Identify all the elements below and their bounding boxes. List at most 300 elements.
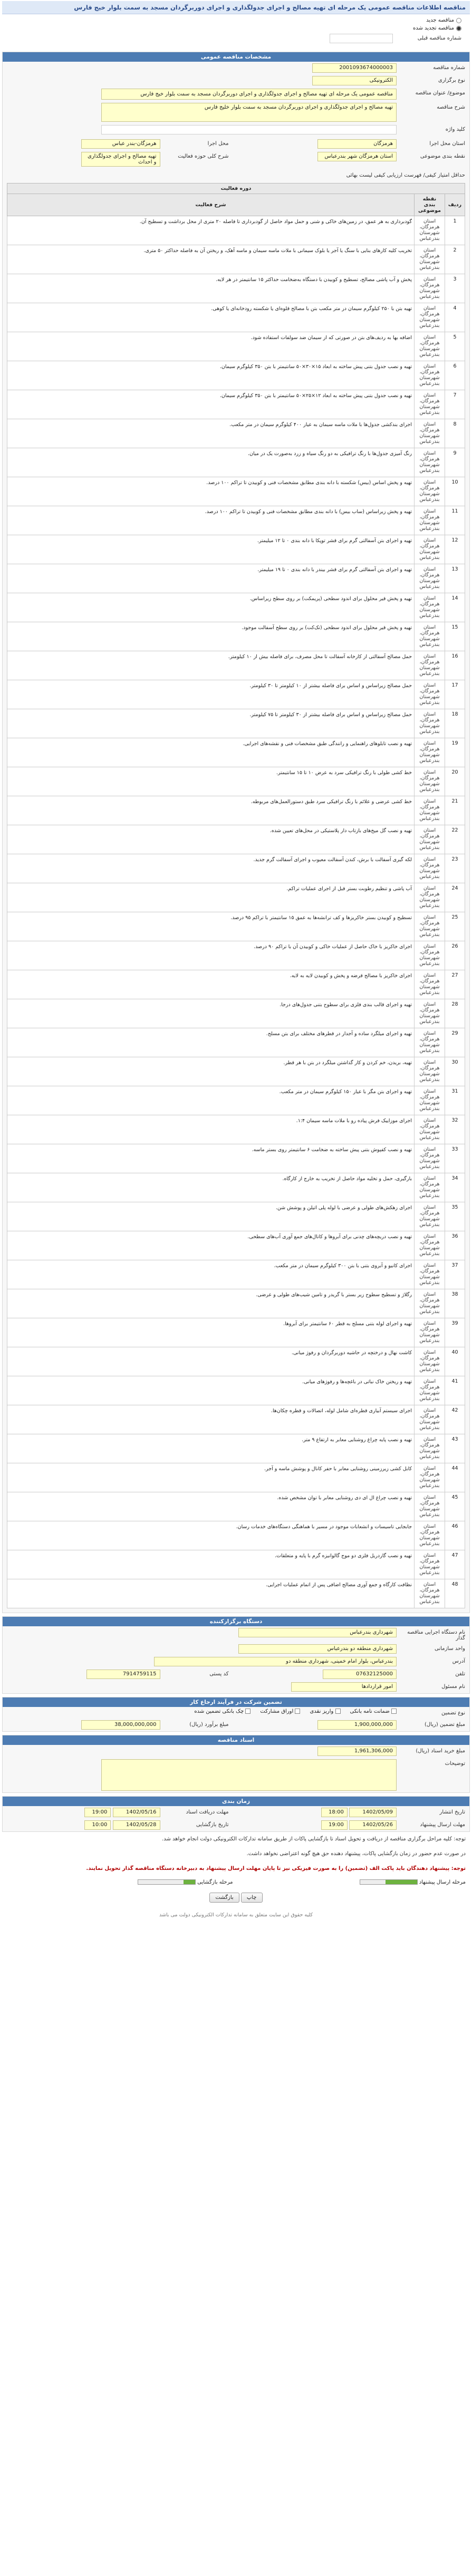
field-label: نام دستگاه اجرایی مناقصه گذار: [407, 1629, 465, 1641]
org-value[interactable]: شهرداری بندرعباس: [238, 1628, 397, 1637]
field-label: مهلت دریافت اسناد: [186, 1809, 229, 1815]
row-number: 30: [445, 1057, 465, 1086]
row-description: تسطیح و کوبیدن بستر خاکریزها و کف ترانشه‌ها به عمق ۱۵ سانتیمتر با تراکم ۹۵ درصد.: [7, 912, 415, 941]
row-number: 37: [445, 1260, 465, 1289]
subject-value[interactable]: مناقصه عمومی یک مرحله ای تهیه مصالح و اجرای جدولگذاری و اجرای دوربرگردان مسجد به سمت بلوار خیج فارس: [101, 89, 397, 100]
row-number: 48: [445, 1579, 465, 1608]
address-row: [3, 1655, 469, 1668]
items-table-title: دوره فعالیت: [7, 184, 465, 194]
open-date[interactable]: 1402/05/28: [113, 1820, 160, 1830]
row-description: رگلاژ و تسطیح سطوح زیر بستر با گریدر و تامین شیب‌های طولی و عرضی.: [7, 1289, 415, 1318]
row-description: تهیه و نصب گاردریل فلزی دو موج گالوانیزه گرم با پایه و متعلقات.: [7, 1550, 415, 1579]
page-title: مناقصه اطلاعات مناقصه عمومی یک مرحله ای تهیه مصالح و اجرای جدولگذاری و اجرای دوربرگردان مسجد به سمت بلوار خیج فارس: [2, 1, 470, 14]
row-location: استان هرمزگان، شهرستان بندرعباس: [415, 390, 445, 419]
row-location: استان هرمزگان، شهرستان بندرعباس: [415, 912, 445, 941]
row-number: 24: [445, 883, 465, 912]
field-label: شماره مناقصه: [433, 65, 465, 71]
field-label: نوع تضمین: [441, 1710, 465, 1716]
field-label: استان محل اجرا: [429, 141, 465, 147]
offer-end-row: [239, 1819, 470, 1831]
progress-bar: [360, 1879, 418, 1885]
row-number: 39: [445, 1318, 465, 1347]
row-number: 9: [445, 448, 465, 477]
guarantee-option-cash[interactable]: واریز نقدی: [310, 1709, 340, 1714]
row-location: استان هرمزگان، شهرستان بندرعباس: [415, 245, 445, 274]
row-location: استان هرمزگان، شهرستان بندرعباس: [415, 593, 445, 622]
row-description: تهیه و نصب پایه چراغ روشنایی معابر به ارتفاع ۹ متر.: [7, 1434, 415, 1463]
table-row: [7, 332, 465, 361]
row-description: کابل کشی زیرزمینی روشنایی معابر با حفر کانال و پوشش ماسه و آجر.: [7, 1463, 415, 1492]
row-description: تهیه و نصب دریچه‌های چدنی برای آبروها و کانال‌های جمع آوری آب‌های سطحی.: [7, 1231, 415, 1260]
radio-new-tender[interactable]: [6, 16, 466, 24]
table-row: [7, 709, 465, 738]
table-row: [7, 622, 465, 651]
row-number: 4: [445, 303, 465, 332]
contact-row: [3, 1681, 469, 1693]
row-location: استان هرمزگان، شهرستان بندرعباس: [415, 941, 445, 970]
row-location: استان هرمزگان، شهرستان بندرعباس: [415, 564, 445, 593]
row-number: 23: [445, 854, 465, 883]
table-row: [7, 564, 465, 593]
row-number: 6: [445, 361, 465, 390]
row-location: استان هرمزگان، شهرستان بندرعباس: [415, 1376, 445, 1405]
guarantee-amount-value[interactable]: 1,900,000,000: [317, 1720, 397, 1730]
table-row: [7, 1115, 465, 1144]
doc-desc-value[interactable]: [101, 1759, 397, 1791]
row-location: استان هرمزگان، شهرستان بندرعباس: [415, 477, 445, 506]
row-location: استان هرمزگان، شهرستان بندرعباس: [415, 1463, 445, 1492]
table-row: [7, 1144, 465, 1173]
doc-fee-value[interactable]: 1,961,306,000: [317, 1747, 397, 1756]
table-row: [7, 274, 465, 303]
table-row: [7, 1202, 465, 1231]
field-label: محل اجرا: [207, 141, 229, 147]
row-description: تهیه و اجرای بتن آسفالتی گرم برای قشر توپکا با دانه بندی ۰ تا ۱۲ میلیمتر.: [7, 535, 415, 564]
field-label: تلفن: [455, 1671, 465, 1677]
row-number: 1: [445, 216, 465, 245]
row-description: اضافه بها به ردیف‌های بتن در صورتی که از سیمان ضد سولفات استفاده شود.: [7, 332, 415, 361]
progress-fill: [184, 1880, 195, 1884]
table-row: [7, 651, 465, 680]
row-location: استان هرمزگان، شهرستان بندرعباس: [415, 1521, 445, 1550]
postal-row: [3, 1668, 233, 1681]
category-row: [3, 150, 469, 168]
row-number: 42: [445, 1405, 465, 1434]
documents-section: [2, 1735, 470, 1793]
table-row: [7, 1173, 465, 1202]
doc-end-date[interactable]: 1402/05/16: [113, 1808, 160, 1817]
back-button[interactable]: بازگشت: [209, 1893, 239, 1903]
col-header-num: ردیف: [445, 194, 465, 216]
row-location: استان هرمزگان، شهرستان بندرعباس: [415, 1057, 445, 1086]
table-row: [7, 999, 465, 1028]
row-description: اجرای بندکشی جدول‌ها با ملات ماسه سیمان به عیار ۴۰۰ کیلوگرم سیمان در متر مکعب.: [7, 419, 415, 448]
row-description: خط کشی طولی با رنگ ترافیکی سرد به عرض ۱۰ تا ۱۵ سانتیمتر.: [7, 767, 415, 796]
province-value[interactable]: هرمزگان: [317, 139, 397, 149]
offer-end-date[interactable]: 1402/05/26: [349, 1820, 397, 1830]
field-label: تاریخ انتشار: [439, 1809, 465, 1815]
row-location: استان هرمزگان، شهرستان بندرعباس: [415, 970, 445, 999]
province-row: [239, 138, 470, 150]
row-number: 34: [445, 1173, 465, 1202]
row-number: 2: [445, 245, 465, 274]
row-location: استان هرمزگان، شهرستان بندرعباس: [415, 1405, 445, 1434]
row-location: استان هرمزگان، شهرستان بندرعباس: [415, 535, 445, 564]
row-number: 14: [445, 593, 465, 622]
row-number: 46: [445, 1521, 465, 1550]
row-number: 25: [445, 912, 465, 941]
row-description: تهیه و اجرای قالب بندی فلزی برای سطوح بتنی جدول‌های درجا.: [7, 999, 415, 1028]
table-row: [7, 1057, 465, 1086]
guarantee-option-bank[interactable]: ضمانت نامه بانکی: [350, 1709, 397, 1714]
row-description: تخریب کلیه کارهای بنایی با سنگ یا آجر یا بلوک سیمانی با ملات ماسه سیمان و ماسه آهک، و ریختن آن به فاصله حداکثر ۵۰ متری.: [7, 245, 415, 274]
row-location: استان هرمزگان، شهرستان بندرعباس: [415, 1289, 445, 1318]
dates-section: [2, 1796, 470, 1832]
checkbox-icon[interactable]: [295, 1709, 300, 1714]
print-button[interactable]: چاپ: [241, 1893, 263, 1903]
row-description: نظافت کارگاه و جمع آوری مصالح اضافی پس از اتمام عملیات اجرایی.: [7, 1579, 415, 1608]
row-location: استان هرمزگان، شهرستان بندرعباس: [415, 1260, 445, 1289]
table-row: [7, 1492, 465, 1521]
row-description: جابجایی تاسیسات و انشعابات موجود در مسیر با هماهنگی دستگاه‌های خدمات رسان.: [7, 1521, 415, 1550]
items-table-body: [7, 216, 465, 1608]
previous-tender-number-label: شماره مناقصه قبلی: [417, 35, 461, 41]
row-description: تهیه و پخش اساس (بیس) شکسته با دانه بندی مطابق مشخصات فنی و کوبیدن تا تراکم ۱۰۰ درصد.: [7, 477, 415, 506]
row-description: تهیه و اجرای لوله بتنی مسلح به قطر ۶۰ سانتیمتر برای آبروها.: [7, 1318, 415, 1347]
row-number: 8: [445, 419, 465, 448]
field-label: مبلغ برآورد (ریال): [189, 1722, 229, 1728]
row-description: تهیه و پخش زیراساس (ساب بیس) با دانه بندی مطابق مشخصات فنی و کوبیدن تا تراکم ۱۰۰ درصد.: [7, 506, 415, 535]
row-description: اجرای کانیو و آبروی بتنی با بتن ۳۰۰ کیلوگرم سیمان در متر مکعب.: [7, 1260, 415, 1289]
row-number: 12: [445, 535, 465, 564]
place-value[interactable]: هرمزگان-بندر عباس: [81, 139, 160, 149]
note-2: در صورت عدم حضور در زمان بازگشایی پاکات، پیشنهاد دهنده حق هیچ گونه اعتراضی نخواهد داشت.: [246, 1851, 466, 1857]
row-number: 38: [445, 1289, 465, 1318]
row-description: تهیه بتن با ۲۵۰ کیلوگرم سیمان در متر مکعب بتن با مصالح قلوه‌ای یا شکسته رودخانه‌ای یا کوهی.: [7, 303, 415, 332]
row-description: تهیه و اجرای بتن مگر با عیار ۱۵۰ کیلوگرم سیمان در متر مکعب.: [7, 1086, 415, 1115]
phone-row: [239, 1668, 470, 1681]
row-location: استان هرمزگان، شهرستان بندرعباس: [415, 506, 445, 535]
row-number: 40: [445, 1347, 465, 1376]
row-description: اجرای سیستم آبیاری قطره‌ای شامل لوله، اتصالات و قطره چکان‌ها.: [7, 1405, 415, 1434]
table-row: [7, 361, 465, 390]
row-number: 47: [445, 1550, 465, 1579]
row-location: استان هرمزگان، شهرستان بندرعباس: [415, 1115, 445, 1144]
phone-value[interactable]: 07632125000: [323, 1670, 397, 1679]
table-row: [7, 1318, 465, 1347]
table-row: [7, 477, 465, 506]
row-description: تهیه و نصب تابلوهای راهنمایی و رانندگی طبق مشخصات فنی و نقشه‌های اجرایی.: [7, 738, 415, 767]
table-row: [7, 854, 465, 883]
row-description: تهیه و نصب کفپوش بتنی پیش ساخته به ضخامت ۶ سانتیمتر روی بستر ماسه.: [7, 1144, 415, 1173]
radio-label: مناقصه تجدید شده: [413, 25, 454, 31]
row-number: 22: [445, 825, 465, 854]
guarantee-type-row: [3, 1707, 469, 1719]
keyword-field[interactable]: [101, 125, 397, 134]
row-description: اجرای زهکش‌های طولی و عرضی با لوله پلی اتیلن و پوشش شن.: [7, 1202, 415, 1231]
field-label: آدرس: [452, 1658, 465, 1664]
field-label: مبلغ خرید اسناد (ریال): [416, 1748, 465, 1754]
row-number: 43: [445, 1434, 465, 1463]
row-description: تهیه و پخش قیر محلول برای اندود سطحی (پریمکت) بر روی سطح زیراساس.: [7, 593, 415, 622]
publish-date[interactable]: 1402/05/09: [349, 1808, 397, 1817]
note-1: توجه: کلیه مراحل برگزاری مناقصه از دریافت و تحویل اسناد تا بازگشایی پاکات از طریق سامانه تدارکات الکترونیکی دولت انجام خواهد شد.: [162, 1836, 466, 1842]
organizer-row: [3, 74, 469, 87]
col-header-unit: نقطه بندی موضوعی: [415, 194, 445, 216]
table-row: [7, 912, 465, 941]
row-number: 29: [445, 1028, 465, 1057]
field-label: نام مسئول: [441, 1684, 465, 1690]
row-number: 18: [445, 709, 465, 738]
unit-value[interactable]: شهرداری منطقه دو بندرعباس: [238, 1644, 397, 1654]
table-row: [7, 825, 465, 854]
progress-bar: [138, 1879, 196, 1885]
guarantee-amount-row: [3, 1719, 469, 1731]
row-description: آب پاشی و تنظیم رطوبت بستر قبل از اجرای عملیات تراکم.: [7, 883, 415, 912]
row-number: 7: [445, 390, 465, 419]
table-row: [7, 680, 465, 709]
row-description: اجرای خاکریز با خاک حاصل از عملیات خاکی و کوبیدن آن با تراکم ۹۰ درصد.: [7, 941, 415, 970]
row-number: 20: [445, 767, 465, 796]
row-number: 28: [445, 999, 465, 1028]
table-row: [7, 941, 465, 970]
field-label: کد پستی: [209, 1671, 229, 1677]
amount-row: [239, 1719, 470, 1731]
action-buttons: [2, 1888, 470, 1907]
row-location: استان هرمزگان، شهرستان بندرعباس: [415, 680, 445, 709]
subject-row: [3, 87, 469, 101]
row-description: حمل مصالح آسفالتی از کارخانه آسفالت تا محل مصرف، برای فاصله بیش از ۱۰ کیلومتر.: [7, 651, 415, 680]
contact-value[interactable]: امور قراردادها: [291, 1682, 397, 1692]
progress-row: [2, 1876, 470, 1888]
row-location: استان هرمزگان، شهرستان بندرعباس: [415, 999, 445, 1028]
row-location: استان هرمزگان، شهرستان بندرعباس: [415, 825, 445, 854]
table-row: [7, 767, 465, 796]
table-row: [7, 1550, 465, 1579]
tender-number-row: [3, 62, 469, 74]
section-title: تضمین شرکت در فرآیند ارجاع کار: [3, 1697, 469, 1707]
row-number: 3: [445, 274, 465, 303]
table-row: [7, 1347, 465, 1376]
table-row: [7, 1028, 465, 1057]
row-description: تهیه و نصب چراغ ال ای دی روشنایی معابر با توان مشخص شده.: [7, 1492, 415, 1521]
description-row: [3, 101, 469, 123]
footer: کلیه حقوق این سایت متعلق به سامانه تدارکات الکترونیکی دولت می باشد: [159, 1912, 313, 1918]
row-number: 27: [445, 970, 465, 999]
table-row: [7, 1086, 465, 1115]
doc-end-time[interactable]: 19:00: [84, 1808, 111, 1817]
field-label: واحد سازمانی: [435, 1646, 465, 1652]
place-row: [3, 138, 233, 150]
row-location: استان هرمزگان، شهرستان بندرعباس: [415, 1144, 445, 1173]
doc-desc-row: [3, 1758, 469, 1792]
row-location: استان هرمزگان، شهرستان بندرعباس: [415, 216, 445, 245]
field-label: توضیحات: [445, 1761, 465, 1767]
table-row: [7, 1405, 465, 1434]
progress-item-1: [239, 1879, 466, 1885]
row-location: استان هرمزگان، شهرستان بندرعباس: [415, 1434, 445, 1463]
guarantee-section: [2, 1697, 470, 1732]
estimate-value[interactable]: 38,000,000,000: [81, 1720, 160, 1730]
open-time[interactable]: 10:00: [84, 1820, 111, 1830]
row-location: استان هرمزگان، شهرستان بندرعباس: [415, 651, 445, 680]
unit-row: [3, 1643, 469, 1655]
classification-row: [3, 150, 233, 168]
field-label: مهلت ارسال پیشنهاد: [420, 1822, 465, 1828]
row-number: 32: [445, 1115, 465, 1144]
classification-value[interactable]: تهیه مصالح و اجرای جدولگذاری و احداث: [81, 152, 160, 167]
org-row: [3, 1626, 469, 1643]
field-label: کلید واژه: [445, 127, 465, 132]
row-description: لکه گیری آسفالت با برش، کندن آسفالت معیوب و اجرای آسفالت گرم جدید.: [7, 854, 415, 883]
publish-time[interactable]: 18:00: [321, 1808, 348, 1817]
table-row: [7, 1579, 465, 1608]
progress-label: مرحله بازگشایی: [197, 1879, 233, 1885]
row-location: استان هرمزگان، شهرستان بندرعباس: [415, 1231, 445, 1260]
row-location: استان هرمزگان، شهرستان بندرعباس: [415, 1173, 445, 1202]
publish-row: [239, 1806, 470, 1819]
table-row: [7, 448, 465, 477]
row-description: تهیه و نصب گل میخ‌های بازتاب دار پلاستیکی در محل‌های تعیین شده.: [7, 825, 415, 854]
field-label: مبلغ تضمین (ریال): [425, 1722, 465, 1728]
previous-tender-number-field[interactable]: [330, 34, 393, 43]
section-title: مشخصات مناقصه عمومی: [3, 52, 469, 62]
row-location: استان هرمزگان، شهرستان بندرعباس: [415, 274, 445, 303]
row-location: استان هرمزگان، شهرستان بندرعباس: [415, 738, 445, 767]
dates-row-2: [3, 1819, 469, 1831]
row-number: 35: [445, 1202, 465, 1231]
field-label: موضوع/ عنوان مناقصه: [415, 90, 465, 96]
description-value[interactable]: تهیه مصالح و اجرای جدولگذاری و اجرای دوربرگردان مسجد به سمت بلوار خلیج فارس: [101, 103, 397, 122]
row-location: استان هرمزگان، شهرستان بندرعباس: [415, 1318, 445, 1347]
checkbox-icon[interactable]: [245, 1709, 251, 1714]
row-location: استان هرمزگان، شهرستان بندرعباس: [415, 883, 445, 912]
field-label: نقطه بندی موضوعی: [420, 153, 465, 159]
header-radios: [2, 14, 470, 49]
row-number: 5: [445, 332, 465, 361]
row-description: تهیه و اجرای میلگرد ساده و آجدار در قطرهای مختلف برای بتن مسلح.: [7, 1028, 415, 1057]
table-row: [7, 1463, 465, 1492]
row-location: استان هرمزگان، شهرستان بندرعباس: [415, 1086, 445, 1115]
row-location: استان هرمزگان، شهرستان بندرعباس: [415, 419, 445, 448]
row-description: تهیه و ریختن خاک نباتی در باغچه‌ها و رفوژهای میانی.: [7, 1376, 415, 1405]
org-contact-row: [3, 1668, 469, 1681]
row-description: تهیه، بریدن، خم کردن و کار گذاشتن میلگرد در بتن با هر قطر.: [7, 1057, 415, 1086]
checkbox-icon[interactable]: [391, 1709, 397, 1714]
section-title: دستگاه برگزارکننده: [3, 1617, 469, 1626]
subject-category-row: [239, 150, 470, 168]
progress-fill: [386, 1880, 417, 1884]
progress-item-2: [6, 1879, 233, 1885]
row-description: تهیه و نصب جدول بتنی پیش ساخته به ابعاد ۱۵×۳۰×۵۰ سانتیمتر با بتن ۳۵۰ کیلوگرم سیمان.: [7, 361, 415, 390]
table-row: [7, 796, 465, 825]
row-number: 17: [445, 680, 465, 709]
row-number: 10: [445, 477, 465, 506]
table-row: [7, 970, 465, 999]
row-description: حمل مصالح زیراساس و اساس برای فاصله بیشتر از ۱۰ کیلومتر تا ۳۰ کیلومتر.: [7, 680, 415, 709]
table-row: [7, 390, 465, 419]
row-location: استان هرمزگان، شهرستان بندرعباس: [415, 1028, 445, 1057]
table-row: [7, 506, 465, 535]
row-number: 44: [445, 1463, 465, 1492]
field-label: نوع برگزاری: [438, 78, 465, 83]
row-location: استان هرمزگان، شهرستان بندرعباس: [415, 448, 445, 477]
section-title: زمان بندی: [3, 1797, 469, 1806]
guarantee-option-bonds[interactable]: اوراق مشارکت: [260, 1709, 300, 1714]
row-description: رنگ آمیزی جدول‌ها با رنگ ترافیکی به دو رنگ سیاه و زرد به‌صورت یک در میان.: [7, 448, 415, 477]
col-header-desc: شرح فعالیت: [7, 194, 415, 216]
checkbox-icon[interactable]: [335, 1709, 341, 1714]
items-table-wrap: [3, 183, 469, 1613]
table-row: [7, 535, 465, 564]
table-row: [7, 593, 465, 622]
row-location: استان هرمزگان، شهرستان بندرعباس: [415, 1579, 445, 1608]
table-row: [7, 1289, 465, 1318]
row-number: 11: [445, 506, 465, 535]
organizer-value[interactable]: الکترونیکی: [312, 76, 397, 85]
table-row: [7, 245, 465, 274]
open-row: [3, 1819, 233, 1831]
address-value[interactable]: بندرعباس، بلوار امام خمینی، شهرداری منطقه دو: [154, 1657, 397, 1666]
estimate-row: [3, 1719, 233, 1731]
row-description: تهیه و اجرای بتن آسفالتی گرم برای قشر بیندر با دانه بندی ۰ تا ۱۹ میلیمتر.: [7, 564, 415, 593]
radio-icon[interactable]: [456, 26, 461, 31]
row-number: 15: [445, 622, 465, 651]
row-description: خط کشی عرضی و علائم با رنگ ترافیکی سرد طبق دستورالعمل‌های مربوطه.: [7, 796, 415, 825]
table-row: [7, 216, 465, 245]
radio-renewed-tender[interactable]: [6, 24, 466, 32]
row-description: گودبرداری به هر عمق، در زمین‌های خاکی و شنی و حمل مواد حاصل از گودبرداری تا فاصله ۲۰ متری از محل برداشت و تسطیح آن.: [7, 216, 415, 245]
row-number: 33: [445, 1144, 465, 1173]
progress-label: مرحله ارسال پیشنهاد: [419, 1879, 466, 1885]
table-row: [7, 1376, 465, 1405]
field-label: شرح مناقصه: [437, 104, 465, 110]
row-location: استان هرمزگان، شهرستان بندرعباس: [415, 709, 445, 738]
doc-fee-row: [3, 1745, 469, 1758]
row-number: 19: [445, 738, 465, 767]
table-row: [7, 1231, 465, 1260]
row-location: استان هرمزگان، شهرستان بندرعباس: [415, 332, 445, 361]
dates-row-1: [3, 1806, 469, 1819]
radio-icon[interactable]: [456, 18, 461, 23]
guarantee-option-check[interactable]: چک بانکی تضمین شده: [194, 1709, 251, 1714]
row-location: استان هرمزگان، شهرستان بندرعباس: [415, 1550, 445, 1579]
row-location: استان هرمزگان، شهرستان بندرعباس: [415, 854, 445, 883]
row-location: استان هرمزگان، شهرستان بندرعباس: [415, 1202, 445, 1231]
row-location: استان هرمزگان، شهرستان بندرعباس: [415, 1347, 445, 1376]
category-value[interactable]: استان هرمزگان شهر بندرعباس: [317, 152, 397, 161]
offer-end-time[interactable]: 19:00: [321, 1820, 348, 1830]
row-number: 41: [445, 1376, 465, 1405]
row-description: حمل مصالح زیراساس و اساس برای فاصله بیشتر از ۳۰ کیلومتر تا ۷۵ کیلومتر.: [7, 709, 415, 738]
row-description: تهیه و نصب جدول بتنی پیش ساخته به ابعاد ۱۲×۲۵×۵۰ سانتیمتر با بتن ۳۵۰ کیلوگرم سیمان.: [7, 390, 415, 419]
postal-value[interactable]: 7914759115: [86, 1670, 160, 1679]
table-row: [7, 1260, 465, 1289]
red-note: توجه: پیشنهاد دهندگان باید پاکت الف (تضمین) را به صورت فیزیکی نیز تا پایان مهلت ارسال پیشنهاد به دبیرخانه دستگاه مناقصه گذار تحویل نمایند.: [86, 1866, 466, 1871]
table-row: [7, 419, 465, 448]
location-row: [3, 138, 469, 150]
table-row: [7, 738, 465, 767]
row-description: اجرای موزاییک فرش پیاده رو با ملات ماسه سیمان ۱:۴.: [7, 1115, 415, 1144]
tender-number-value[interactable]: 2001093674000003: [312, 63, 397, 73]
row-description: اجرای خاکریز با مصالح قرضه و پخش و کوبیدن لایه به لایه.: [7, 970, 415, 999]
row-number: 13: [445, 564, 465, 593]
row-location: استان هرمزگان، شهرستان بندرعباس: [415, 622, 445, 651]
table-row: [7, 1434, 465, 1463]
field-label: شرح کلی حوزه فعالیت: [178, 153, 229, 159]
row-location: استان هرمزگان، شهرستان بندرعباس: [415, 361, 445, 390]
row-number: 26: [445, 941, 465, 970]
